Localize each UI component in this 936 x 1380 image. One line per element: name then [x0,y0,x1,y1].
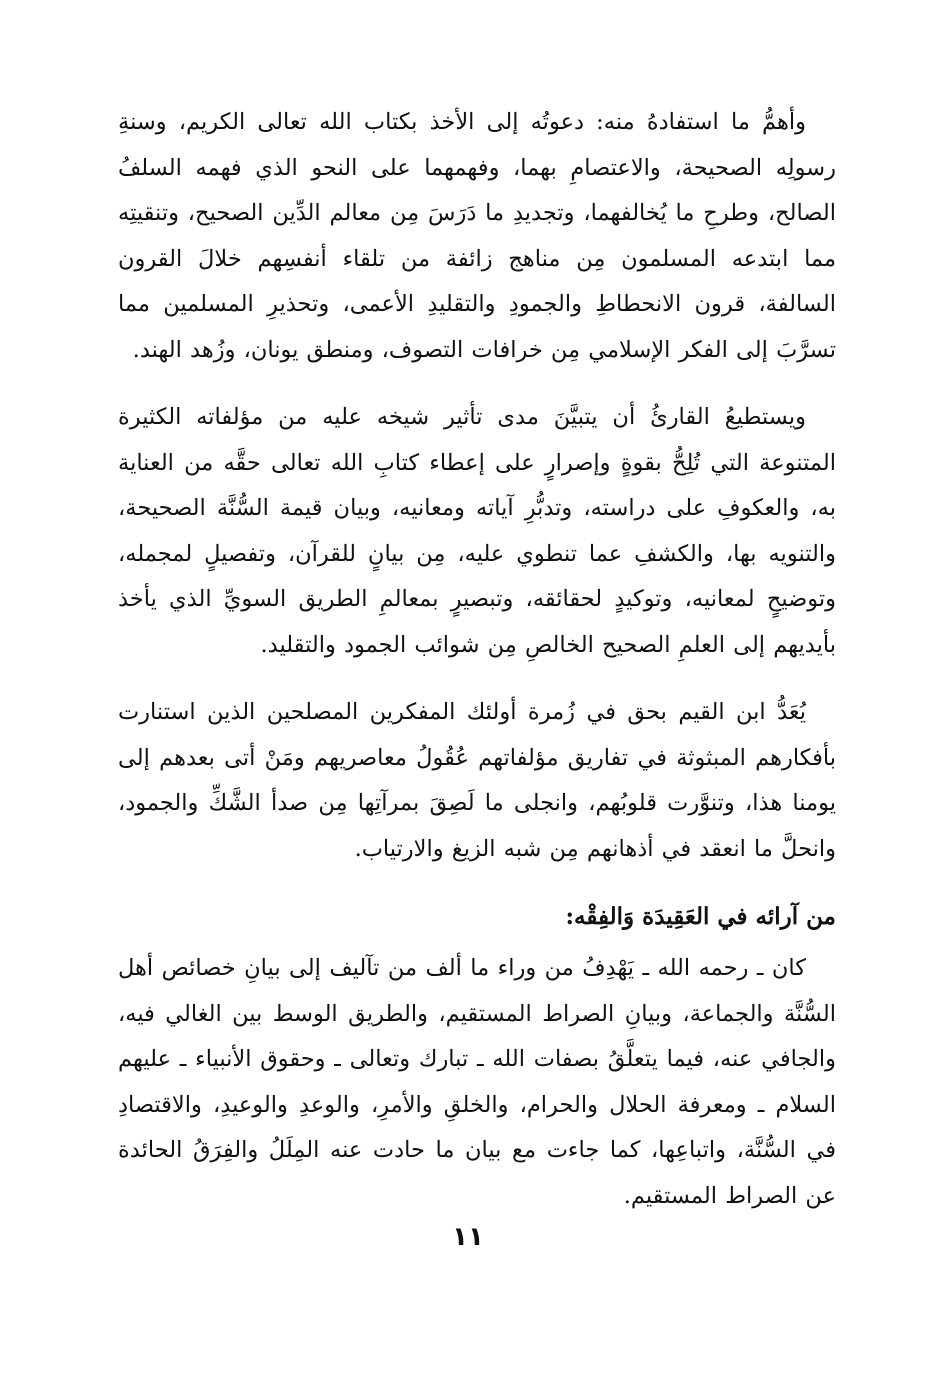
paragraph-1: وأهمُّ ما استفادهُ منه: دعوتُه إلى الأخذ بكتاب الله تعالى الكريم، وسنةِ رسولِه الصحيحة، والاعتصامِ بهما، وفهمهما على النحو الذي فهمه السلفُ الصالح، وطرحِ ما يُخالفهما، وتجديدِ ما دَرَسَ مِن معالم الدِّين الصحيح، وتنقيتِه مما ابتدعه المسلمون مِن مناهج زائفة من تلقاء أنفسِهم خلالَ القرون السالفة، قرون الانحطاطِ والجمودِ والتقليدِ الأعمى، وتحذيرِ المسلمين مما تسرَّبَ إلى الفكر الإسلامي مِن خرافات التصوف، ومنطق يونان، وزُهد الهند. [118,109,836,363]
page-number: ١١ [452,1222,484,1252]
paragraph-3: يُعَدُّ ابن القيم بحق في زُمرة أولئك المفكرين المصلحين الذين استنارت بأفكارهم المبثوثة في تفاريق مؤلفاتهم عُقُولُ معاصريهم ومَنْ أتى بعدهم إلى يومنا هذا، وتنوَّرت قلوبُهم، وانجلى ما لَصِقَ بمرآتِها مِن صدأ الشَّكِّ والجمود، وانحلَّ ما انعقد في أذهانهم مِن شبه الزيغ والارتياب. [118,699,836,862]
page-body [118,100,836,1219]
section-heading [118,894,836,940]
section-heading-colon: : [565,903,575,930]
paragraph-2: ويستطيعُ القارئُ أن يتبيَّنَ مدى تأثير شيخه عليه من مؤلفاته الكثيرة المتنوعة التي تُلِحُّ بقوةٍ وإصرارٍ على إعطاء كتابِ الله تعالى حقَّه من العناية به، والعكوفِ على دراسته، وتدبُّرِ آياته ومعانيه، وبيان قيمة السُّنَّة الصحيحة، والتنويه بها، والكشفِ عما تنطوي عليه، مِن بيانٍ للقرآن، وتفصيلٍ لمجمله، وتوضيحٍ لمعانيه، وتوكيدٍ لحقائقه، وتبصيرٍ بمعالمِ الطريق السويِّ الذي يأخذ بأيديهم إلى العلمِ الصحيح الخالصِ مِن شوائب الجمود والتقليد. [118,404,836,658]
section-paragraph: كان ـ رحمه الله ـ يَهْدِفُ من وراء ما ألف من تآليف إلى بيانِ خصائص أهل السُّنَّة والجماعة، وبيانِ الصراط المستقيم، والطريق الوسط بين الغالي فيه، والجافي عنه، فيما يتعلَّقُ بصفات الله ـ تبارك وتعالى ـ وحقوق الأنبياء ـ عليهم السلام ـ ومعرفة الحلال والحرام، والخلقِ والأمرِ، والوعدِ والوعيدِ، والاقتصادِ في السُّنَّة، واتباعِها، كما جاءت مع بيان ما حادت عنه المِلَلُ والفِرَقُ الحائدة عن الصراط المستقيم. [118,955,836,1209]
section-heading-text: من آرائه في العَقِيدَة وَالفِقْه [574,903,836,930]
